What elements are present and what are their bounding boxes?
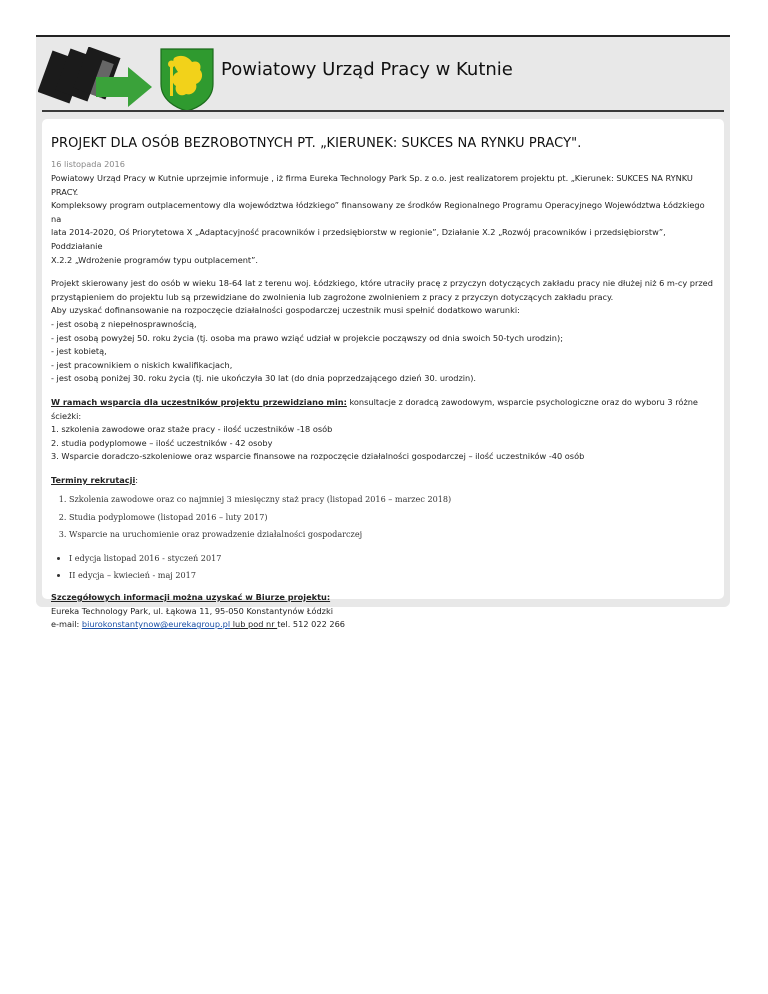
phone-connector: lub pod nr — [230, 619, 278, 630]
eligibility-line: Aby uzyskać dofinansowanie na rozpoczęcie działalności gospodarczej uczestnik musi spełnić dodatkowo warunki: — [51, 305, 520, 316]
support-text: konsultacje z doradcą zawodowym, wsparcie psychologiczne oraz do wyboru 3 różne — [346, 396, 698, 407]
article — [42, 119, 715, 632]
eligibility-line: - jest kobietą, — [51, 346, 107, 357]
intro-line: Kompleksowy program outplacementowy dla województwa łódzkiego” finansowany ze środków Regionalnego Programu Operacyjnego Województwa Łódzkiego na — [51, 200, 705, 224]
editions-list — [51, 550, 715, 585]
office-logo-icon[interactable] — [38, 47, 154, 111]
terms-list — [51, 491, 715, 544]
terms-heading: Terminy rekrutacji — [51, 474, 136, 485]
support-line: ścieżki: — [51, 410, 82, 421]
contact-line — [51, 618, 715, 632]
eligibility-line: Projekt skierowany jest do osób w wieku 18-64 lat z terenu woj. Łódzkiego, które utraciły pracę z przyczyn dotyczących zakładu pracy nie dłużej niż 6 m-cy przed — [51, 278, 713, 289]
terms-list-item: 3. Wsparcie na uruchomienie oraz prowadzenie działalności gospodarczej — [69, 526, 715, 544]
email-link[interactable]: biurokonstantynow@eurekagroup.pl — [81, 619, 231, 630]
eligibility-line: - jest osobą z niepełnosprawnością, — [51, 318, 197, 329]
terms-heading-line — [51, 474, 715, 488]
support-heading: W ramach wsparcia dla uczestników projektu przewidziano min: — [51, 396, 347, 407]
article-date: 16 listopada 2016 — [51, 159, 125, 169]
coat-of-arms-icon — [158, 46, 216, 112]
support-line: 3. Wsparcie doradczo-szkoleniowe oraz wsparcie finansowe na rozpoczęcie działalności gospodarczej – ilość uczestników -40 osób — [51, 451, 585, 462]
page-frame — [36, 35, 730, 630]
header-divider — [42, 110, 724, 112]
eligibility-line: - jest pracownikiem o niskich kwalifikacjach, — [51, 359, 233, 370]
intro-line: X.2.2 „Wdrożenie programów typu outplacement”. — [51, 254, 258, 265]
edition-item: • II edycja – kwiecień - maj 2017 — [69, 567, 715, 585]
main-content — [42, 119, 724, 630]
terms-list-item: 1. Szkolenia zawodowe oraz co najmniej 3 miesięczny staż pracy (listopad 2016 – marzec 2018) — [69, 491, 715, 509]
eligibility-line: - jest osobą poniżej 30. roku życia (tj. nie ukończyła 30 lat (do dnia poprzedzającego dzień 30. urodzin). — [51, 373, 477, 384]
support-paragraph — [51, 396, 715, 464]
eligibility-line: przystąpieniem do projektu lub są przewidziane do zwolnienia lub zagrożone zwolnieniem z pracy z przyczyn dotyczących zakładu pracy. — [51, 291, 614, 302]
email-label: e-mail: — [51, 619, 82, 630]
support-line: 2. studia podyplomowe – ilość uczestników - 42 osoby — [51, 437, 273, 448]
support-intro-line — [51, 396, 715, 410]
info-heading-line — [51, 591, 715, 605]
edition-item: • I edycja listopad 2016 - styczeń 2017 — [69, 550, 715, 568]
eligibility-paragraph — [51, 277, 715, 386]
info-heading: Szczegółowych informacji można uzyskać w Biurze projektu: — [51, 591, 331, 602]
intro-line: lata 2014-2020, Oś Priorytetowa X „Adaptacyjność pracowników i przedsiębiorstw w regionie”, Działanie X.2 „Rozwój pracowników i przedsiębiorstw”, Poddziałanie — [51, 227, 666, 251]
intro-line: Powiatowy Urząd Pracy w Kutnie uprzejmie informuje , iż firma Eureka Technology Park Sp. z o.o. jest realizatorem projektu pt. „Kierunek: SUKCES NA RYNKU PRACY. — [51, 173, 693, 197]
site-title[interactable]: Powiatowy Urząd Pracy w Kutnie — [221, 59, 513, 80]
terms-list-item: 2. Studia podyplomowe (listopad 2016 – luty 2017) — [69, 509, 715, 527]
address-line: Eureka Technology Park, ul. Łąkowa 11, 95-050 Konstantynów Łódzki — [51, 605, 333, 616]
intro-paragraph — [51, 172, 715, 267]
phone-number: tel. 512 022 266 — [277, 619, 346, 630]
terms-colon: : — [135, 474, 139, 485]
eligibility-line: - jest osobą powyżej 50. roku życia (tj. osoba ma prawo wziąć udział w projekcie począwszy od dnia swoich 50-tych urodzin); — [51, 332, 563, 343]
article-title: PROJEKT DLA OSÓB BEZROBOTNYCH PT. „KIERUNEK: SUKCES NA RYNKU PRACY". — [51, 136, 582, 151]
site-header — [36, 37, 730, 111]
support-line: 1. szkolenia zawodowe oraz staże pracy - ilość uczestników -18 osób — [51, 424, 333, 435]
